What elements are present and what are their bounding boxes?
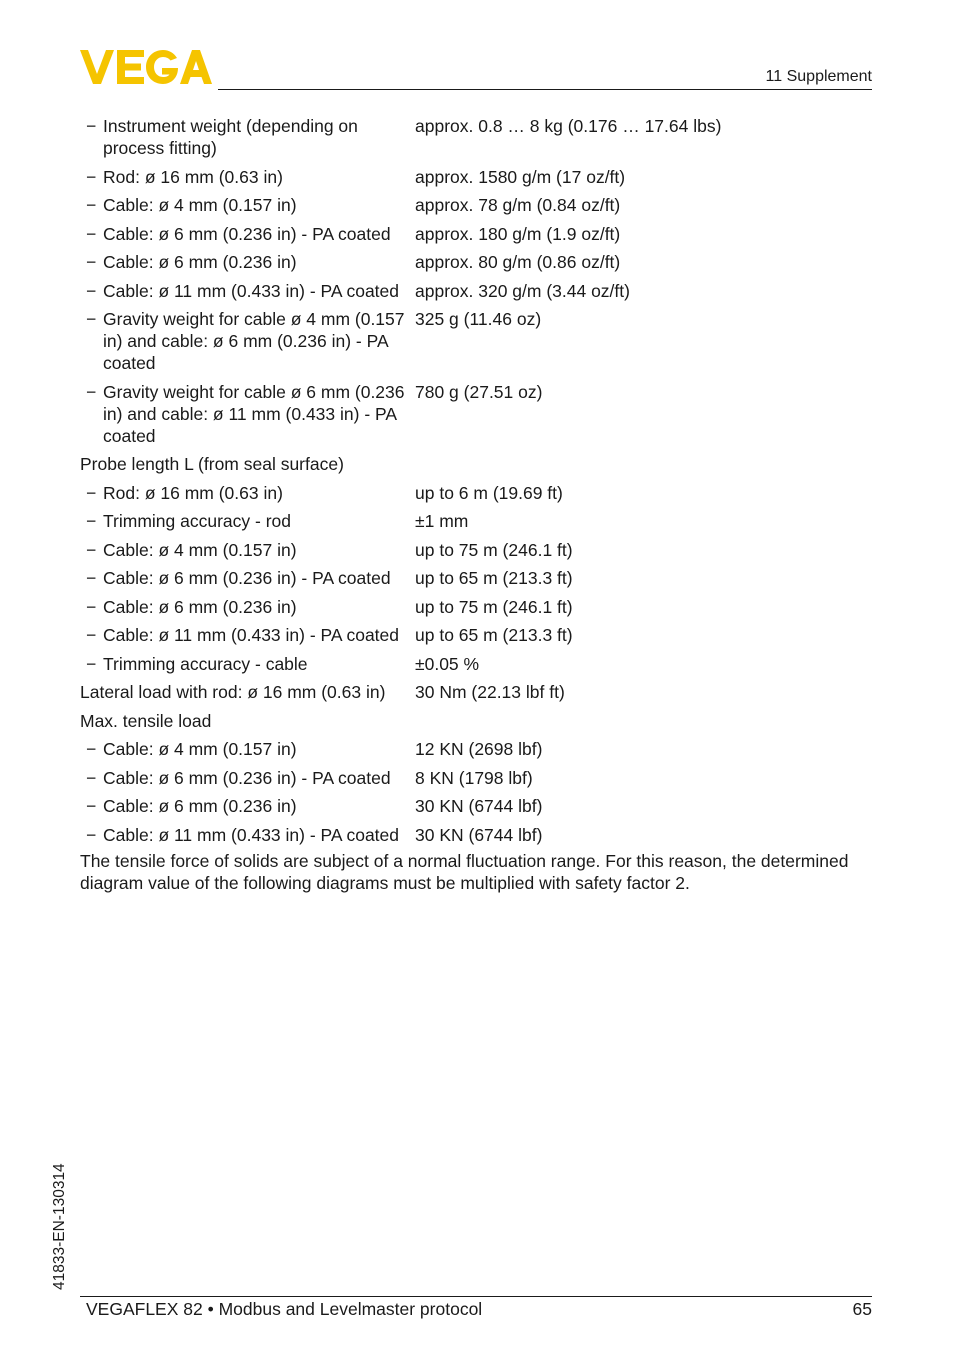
spec-label-text: Cable: ø 4 mm (0.157 in) bbox=[103, 195, 297, 215]
list-dash: − bbox=[86, 116, 97, 136]
spec-row bbox=[80, 621, 870, 650]
spec-value: approx. 180 g/m (1.9 oz/ft) bbox=[415, 223, 621, 244]
list-dash: − bbox=[86, 195, 97, 215]
spec-label bbox=[80, 795, 415, 817]
spec-label bbox=[80, 223, 415, 245]
spec-row bbox=[80, 536, 870, 565]
list-dash: − bbox=[86, 796, 97, 816]
spec-row bbox=[80, 792, 870, 821]
spec-value: 325 g (11.46 oz) bbox=[415, 309, 542, 329]
spec-label bbox=[80, 824, 415, 846]
spec-label-text: Cable: ø 11 mm (0.433 in) - PA coated bbox=[103, 824, 400, 845]
spec-row bbox=[80, 735, 870, 764]
spec-label-text: Probe length L (from seal surface) bbox=[80, 454, 344, 474]
spec-row bbox=[80, 378, 870, 451]
tensile-note-paragraph: The tensile force of solids are subject of a normal fluctuation range. For this reason, the determined diagram value of the following diagrams must be multiplied with safety factor 2. bbox=[80, 851, 849, 893]
spec-row bbox=[80, 191, 870, 220]
spec-value: approx. 80 g/m (0.86 oz/ft) bbox=[415, 252, 621, 272]
spec-value: 780 g (27.51 oz) bbox=[415, 381, 543, 402]
spec-row bbox=[80, 220, 870, 249]
spec-label bbox=[80, 115, 415, 159]
list-dash: − bbox=[86, 381, 97, 402]
footer-title: VEGAFLEX 82 • Modbus and Levelmaster protocol bbox=[86, 1299, 483, 1319]
spec-label bbox=[80, 453, 415, 475]
spec-label-text: Cable: ø 6 mm (0.236 in) bbox=[103, 596, 297, 617]
spec-label-text: Trimming accuracy - cable bbox=[103, 653, 308, 674]
spec-label-text: Cable: ø 6 mm (0.236 in) - PA coated bbox=[103, 767, 391, 788]
spec-label-text: Lateral load with rod: ø 16 mm (0.63 in) bbox=[80, 682, 386, 702]
spec-label-text: Instrument weight (depending on process fitting) bbox=[103, 116, 358, 158]
spec-row bbox=[80, 277, 870, 306]
page-number: 65 bbox=[852, 1299, 872, 1319]
spec-value: up to 65 m (213.3 ft) bbox=[415, 625, 573, 645]
spec-label-text: Gravity weight for cable ø 6 mm (0.236 in) and cable: ø 11 mm (0.433 in) - PA coated bbox=[103, 381, 405, 446]
spec-value: up to 75 m (246.1 ft) bbox=[415, 539, 573, 560]
spec-value: 30 KN (6744 lbf) bbox=[415, 796, 543, 816]
header-rule bbox=[218, 89, 872, 90]
list-dash: − bbox=[86, 568, 97, 588]
list-dash: − bbox=[86, 280, 97, 301]
spec-label-text: Cable: ø 11 mm (0.433 in) - PA coated bbox=[103, 625, 400, 645]
spec-label-text: Cable: ø 6 mm (0.236 in) bbox=[103, 252, 297, 272]
footer-rule bbox=[80, 1296, 872, 1297]
spec-label-text: Rod: ø 16 mm (0.63 in) bbox=[103, 482, 283, 503]
spec-value: up to 65 m (213.3 ft) bbox=[415, 568, 573, 588]
spec-label-text: Cable: ø 4 mm (0.157 in) bbox=[103, 539, 297, 560]
spec-label bbox=[80, 194, 415, 216]
spec-label-text: Cable: ø 6 mm (0.236 in) bbox=[103, 796, 297, 816]
spec-value: approx. 0.8 … 8 kg (0.176 … 17.64 lbs) bbox=[415, 116, 722, 136]
spec-label bbox=[80, 624, 415, 646]
spec-row bbox=[80, 821, 870, 850]
spec-label bbox=[80, 653, 415, 675]
spec-value: 30 Nm (22.13 lbf ft) bbox=[415, 682, 565, 702]
spec-value: approx. 1580 g/m (17 oz/ft) bbox=[415, 166, 626, 187]
spec-label-text: Max. tensile load bbox=[80, 710, 212, 731]
spec-value bbox=[415, 453, 870, 475]
spec-label bbox=[80, 767, 415, 789]
spec-row bbox=[80, 248, 870, 277]
spec-label bbox=[80, 251, 415, 273]
list-dash: − bbox=[86, 482, 97, 503]
spec-label bbox=[80, 539, 415, 561]
spec-label bbox=[80, 710, 415, 732]
list-dash: − bbox=[86, 539, 97, 560]
spec-row bbox=[80, 650, 870, 679]
spec-row bbox=[80, 564, 870, 593]
spec-value: ±1 mm bbox=[415, 511, 469, 531]
list-dash: − bbox=[86, 824, 97, 845]
spec-label-text: Rod: ø 16 mm (0.63 in) bbox=[103, 166, 283, 187]
spec-label bbox=[80, 308, 415, 374]
spec-label bbox=[80, 596, 415, 618]
spec-value: up to 6 m (19.69 ft) bbox=[415, 482, 563, 503]
list-dash: − bbox=[86, 767, 97, 788]
spec-value: approx. 320 g/m (3.44 oz/ft) bbox=[415, 280, 630, 301]
list-dash: − bbox=[86, 166, 97, 187]
spec-row bbox=[80, 707, 870, 736]
spec-row bbox=[80, 112, 870, 163]
spec-row bbox=[80, 678, 870, 707]
spec-label bbox=[80, 681, 415, 703]
spec-row bbox=[80, 450, 870, 479]
spec-value: 30 KN (6744 lbf) bbox=[415, 824, 543, 845]
spec-label bbox=[80, 510, 415, 532]
list-dash: − bbox=[86, 739, 97, 759]
spec-label-text: Cable: ø 6 mm (0.236 in) - PA coated bbox=[103, 568, 391, 588]
spec-label-text: Cable: ø 6 mm (0.236 in) - PA coated bbox=[103, 223, 391, 244]
spec-table bbox=[80, 112, 870, 849]
spec-label bbox=[80, 738, 415, 760]
section-label: 11 Supplement bbox=[765, 68, 872, 85]
spec-row bbox=[80, 507, 870, 536]
list-dash: − bbox=[86, 309, 97, 329]
list-dash: − bbox=[86, 596, 97, 617]
list-dash: − bbox=[86, 252, 97, 272]
spec-row bbox=[80, 479, 870, 508]
spec-row bbox=[80, 305, 870, 378]
spec-value: up to 75 m (246.1 ft) bbox=[415, 596, 573, 617]
spec-value: 12 KN (2698 lbf) bbox=[415, 739, 543, 759]
vega-logo bbox=[80, 50, 212, 84]
spec-value: approx. 78 g/m (0.84 oz/ft) bbox=[415, 195, 621, 215]
spec-label-text: Gravity weight for cable ø 4 mm (0.157 in) and cable: ø 6 mm (0.236 in) - PA coated bbox=[103, 309, 405, 373]
spec-row bbox=[80, 593, 870, 622]
spec-row bbox=[80, 163, 870, 192]
spec-label-text: Cable: ø 4 mm (0.157 in) bbox=[103, 739, 297, 759]
list-dash: − bbox=[86, 653, 97, 674]
spec-label-text: Cable: ø 11 mm (0.433 in) - PA coated bbox=[103, 280, 400, 301]
spec-label bbox=[80, 166, 415, 188]
spec-value: 8 KN (1798 lbf) bbox=[415, 767, 533, 788]
spec-label-text: Trimming accuracy - rod bbox=[103, 511, 291, 531]
document-id: 41833-EN-130314 bbox=[51, 1163, 68, 1290]
spec-row bbox=[80, 764, 870, 793]
spec-label bbox=[80, 482, 415, 504]
spec-label bbox=[80, 280, 415, 302]
list-dash: − bbox=[86, 223, 97, 244]
spec-label bbox=[80, 381, 415, 447]
spec-value: ±0.05 % bbox=[415, 653, 480, 674]
list-dash: − bbox=[86, 625, 97, 645]
list-dash: − bbox=[86, 511, 97, 531]
spec-value bbox=[415, 710, 870, 732]
spec-label bbox=[80, 567, 415, 589]
